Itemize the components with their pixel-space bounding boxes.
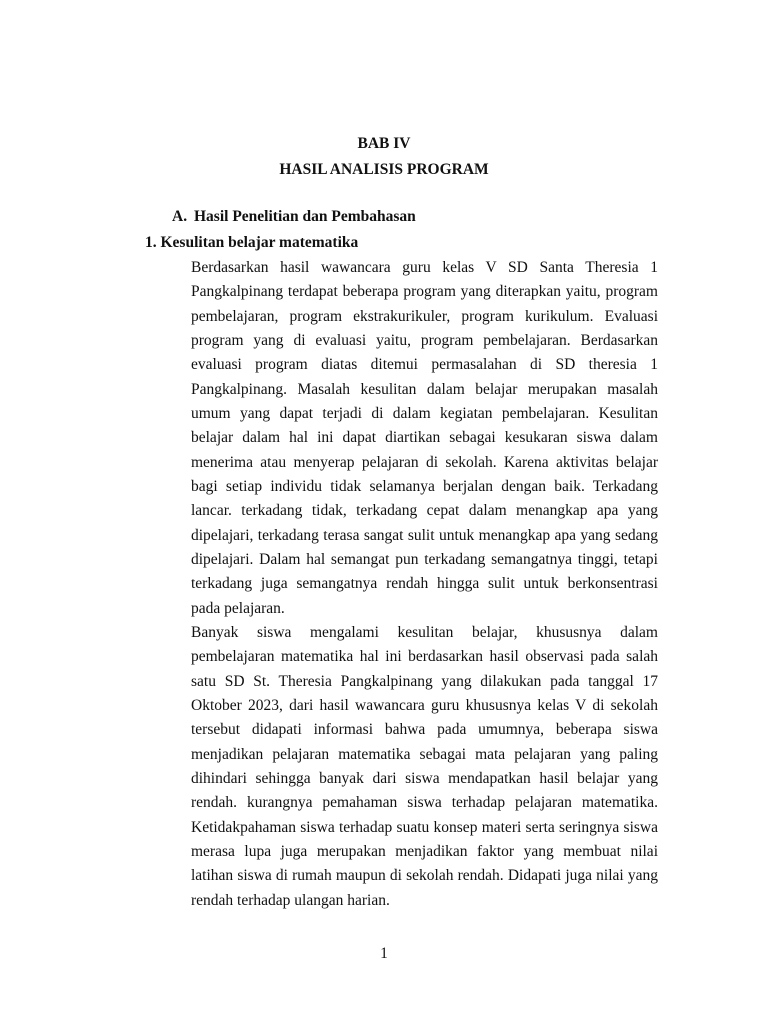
paragraph-line: dihindari sehingga banyak dari siswa mendapatkan hasil belajar yang bbox=[191, 770, 658, 788]
section-heading-a bbox=[172, 207, 416, 227]
paragraph-line: Oktober 2023, dari hasil wawancara guru khususnya kelas V di sekolah bbox=[191, 697, 658, 715]
paragraph-1 bbox=[191, 258, 658, 623]
paragraph-line: dipelajari, terkadang terasa sangat sulit untuk menangkap apa yang sedang bbox=[191, 526, 658, 544]
paragraph-line: rendah. kurangnya pemahaman siswa terhadap pelajaran matematika. bbox=[191, 794, 658, 812]
paragraph-line: pada pelajaran. bbox=[191, 599, 285, 617]
paragraph-line: Pangkalpinang. Masalah kesulitan dalam belajar merupakan masalah bbox=[191, 380, 658, 398]
paragraph-2 bbox=[191, 623, 658, 915]
page-number: 1 bbox=[380, 945, 388, 962]
section-title: Hasil Penelitian dan Pembahasan bbox=[194, 208, 416, 225]
paragraph-line: belajar dalam hal ini dapat diartikan sebagai kesukaran siswa dalam bbox=[191, 429, 658, 447]
paragraph-line: Banyak siswa mengalami kesulitan belajar, khususnya dalam bbox=[191, 624, 658, 641]
paragraph-line: program yang di evaluasi yaitu, program pembelajaran. Berdasarkan bbox=[191, 332, 658, 350]
paragraph-line: merasa lupa juga merupakan menjadikan faktor yang membuat nilai bbox=[191, 843, 658, 861]
paragraph-line: pembelajaran matematika hal ini berdasarkan hasil observasi pada salah bbox=[191, 648, 658, 666]
paragraph-line: umum yang dapat terjadi di dalam kegiatan pembelajaran. Kesulitan bbox=[191, 405, 658, 423]
paragraph-line: menjadikan pelajaran matematika sebagai mata pelajaran yang paling bbox=[191, 745, 658, 763]
paragraph-line: bagi setiap individu tidak selamanya berjalan dengan baik. Terkadang bbox=[191, 478, 658, 496]
chapter-title: HASIL ANALISIS PROGRAM bbox=[279, 161, 489, 178]
paragraph-line: evaluasi program diatas ditemui permasalahan di SD theresia 1 bbox=[191, 356, 658, 374]
paragraph-line: pembelajaran, program ekstrakurikuler, program kurikulum. Evaluasi bbox=[191, 307, 658, 325]
subsection-heading: 1. Kesulitan belajar matematika bbox=[145, 234, 359, 251]
paragraph-line: terkadang juga semangatnya rendah hingga sulit untuk berkonsentrasi bbox=[191, 575, 658, 593]
chapter-label: BAB IV bbox=[357, 135, 411, 152]
paragraph-line: Pangkalpinang terdapat beberapa program yang diterapkan yaitu, program bbox=[191, 283, 658, 301]
paragraph-line: tersebut didapati informasi bahwa pada umumnya, beberapa siswa bbox=[191, 721, 658, 739]
paragraph-line: satu SD St. Theresia Pangkalpinang yang dilakukan pada tanggal 17 bbox=[191, 672, 658, 690]
paragraph-line: Berdasarkan hasil wawancara guru kelas V SD Santa Theresia 1 bbox=[191, 259, 658, 276]
paragraph-line: lancar. terkadang tidak, terkadang cepat dalam menangkap apa yang bbox=[191, 502, 658, 520]
paragraph-line: dipelajari. Dalam hal semangat pun terkadang semangatnya tinggi, tetapi bbox=[191, 551, 658, 569]
paragraph-line: Ketidakpahaman siswa terhadap suatu konsep materi serta seringnya siswa bbox=[191, 818, 658, 836]
paragraph-line: latihan siswa di rumah maupun di sekolah rendah. Didapati juga nilai yang bbox=[191, 867, 658, 885]
paragraph-line: rendah terhadap ulangan harian. bbox=[191, 891, 390, 909]
section-letter: A. bbox=[172, 208, 188, 225]
paragraph-line: menerima atau menyerap pelajaran di sekolah. Karena aktivitas belajar bbox=[191, 453, 658, 471]
